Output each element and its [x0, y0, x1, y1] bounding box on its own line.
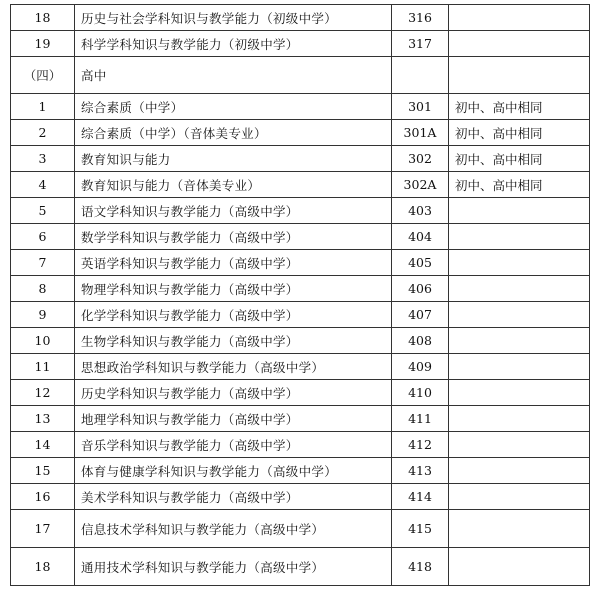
subject-name: 数学学科知识与教学能力（高级中学）	[75, 224, 392, 250]
table-row	[11, 354, 590, 380]
row-number: 14	[11, 432, 75, 458]
subject-name: 综合素质（中学）	[75, 94, 392, 120]
subject-note	[449, 484, 590, 510]
subject-code: 405	[392, 250, 449, 276]
subject-code: 302	[392, 146, 449, 172]
table-row	[11, 276, 590, 302]
row-number: 17	[11, 510, 75, 548]
subject-note: 初中、高中相同	[449, 172, 590, 198]
subject-code: 316	[392, 5, 449, 31]
subject-name: 物理学科知识与教学能力（高级中学）	[75, 276, 392, 302]
subject-code: 412	[392, 432, 449, 458]
table-row	[11, 328, 590, 354]
subject-name: 信息技术学科知识与教学能力（高级中学）	[75, 510, 392, 548]
table-row	[11, 31, 590, 57]
subject-note	[449, 250, 590, 276]
subject-name: 思想政治学科知识与教学能力（高级中学）	[75, 354, 392, 380]
subject-note	[449, 31, 590, 57]
table-row	[11, 380, 590, 406]
section-code-empty	[392, 57, 449, 94]
row-number: 18	[11, 548, 75, 586]
table-row	[11, 548, 590, 586]
section-note-empty	[449, 57, 590, 94]
subject-code: 301	[392, 94, 449, 120]
row-number: 8	[11, 276, 75, 302]
subject-note	[449, 224, 590, 250]
subject-name: 地理学科知识与教学能力（高级中学）	[75, 406, 392, 432]
subject-note: 初中、高中相同	[449, 146, 590, 172]
table-row	[11, 406, 590, 432]
subject-code: 411	[392, 406, 449, 432]
subject-name: 综合素质（中学）（音体美专业）	[75, 120, 392, 146]
subject-note	[449, 276, 590, 302]
table-row	[11, 172, 590, 198]
table-row	[11, 302, 590, 328]
section-number: （四）	[11, 57, 75, 94]
table-row	[11, 432, 590, 458]
table-row	[11, 250, 590, 276]
subject-note	[449, 406, 590, 432]
row-number: 4	[11, 172, 75, 198]
subject-code: 415	[392, 510, 449, 548]
row-number: 15	[11, 458, 75, 484]
subject-code: 406	[392, 276, 449, 302]
row-number: 5	[11, 198, 75, 224]
subject-name: 美术学科知识与教学能力（高级中学）	[75, 484, 392, 510]
subject-code: 301A	[392, 120, 449, 146]
subject-name: 教育知识与能力	[75, 146, 392, 172]
table-row	[11, 224, 590, 250]
subject-name: 音乐学科知识与教学能力（高级中学）	[75, 432, 392, 458]
row-number: 1	[11, 94, 75, 120]
row-number: 2	[11, 120, 75, 146]
table-row	[11, 484, 590, 510]
row-number: 3	[11, 146, 75, 172]
row-number: 6	[11, 224, 75, 250]
row-number: 16	[11, 484, 75, 510]
subject-name: 教育知识与能力（音体美专业）	[75, 172, 392, 198]
subject-note	[449, 380, 590, 406]
section-header-row	[11, 57, 590, 94]
subject-note	[449, 198, 590, 224]
subject-note	[449, 5, 590, 31]
subject-note	[449, 302, 590, 328]
subject-code: 414	[392, 484, 449, 510]
row-number: 12	[11, 380, 75, 406]
row-number: 11	[11, 354, 75, 380]
subject-code: 407	[392, 302, 449, 328]
subject-code: 404	[392, 224, 449, 250]
row-number: 18	[11, 5, 75, 31]
table-row	[11, 5, 590, 31]
subject-note	[449, 354, 590, 380]
subject-code: 408	[392, 328, 449, 354]
exam-subject-table	[10, 4, 590, 586]
subject-note: 初中、高中相同	[449, 94, 590, 120]
subject-name: 化学学科知识与教学能力（高级中学）	[75, 302, 392, 328]
table-row	[11, 120, 590, 146]
table-row	[11, 146, 590, 172]
subject-code: 403	[392, 198, 449, 224]
subject-code: 410	[392, 380, 449, 406]
subject-note	[449, 328, 590, 354]
subject-name: 历史学科知识与教学能力（高级中学）	[75, 380, 392, 406]
row-number: 13	[11, 406, 75, 432]
subject-name: 语文学科知识与教学能力（高级中学）	[75, 198, 392, 224]
table-row	[11, 94, 590, 120]
subject-name: 体育与健康学科知识与教学能力（高级中学）	[75, 458, 392, 484]
subject-name: 历史与社会学科知识与教学能力（初级中学）	[75, 5, 392, 31]
section-title: 高中	[75, 57, 392, 94]
subject-name: 科学学科知识与教学能力（初级中学）	[75, 31, 392, 57]
subject-code: 409	[392, 354, 449, 380]
subject-code: 413	[392, 458, 449, 484]
row-number: 19	[11, 31, 75, 57]
table-body	[11, 5, 590, 586]
subject-code: 418	[392, 548, 449, 586]
table-row	[11, 510, 590, 548]
subject-name: 通用技术学科知识与教学能力（高级中学）	[75, 548, 392, 586]
subject-note	[449, 458, 590, 484]
subject-code: 317	[392, 31, 449, 57]
subject-code: 302A	[392, 172, 449, 198]
subject-note	[449, 548, 590, 586]
table-row	[11, 198, 590, 224]
subject-name: 英语学科知识与教学能力（高级中学）	[75, 250, 392, 276]
subject-note	[449, 432, 590, 458]
row-number: 7	[11, 250, 75, 276]
row-number: 9	[11, 302, 75, 328]
subject-note: 初中、高中相同	[449, 120, 590, 146]
row-number: 10	[11, 328, 75, 354]
subject-note	[449, 510, 590, 548]
table-row	[11, 458, 590, 484]
subject-name: 生物学科知识与教学能力（高级中学）	[75, 328, 392, 354]
